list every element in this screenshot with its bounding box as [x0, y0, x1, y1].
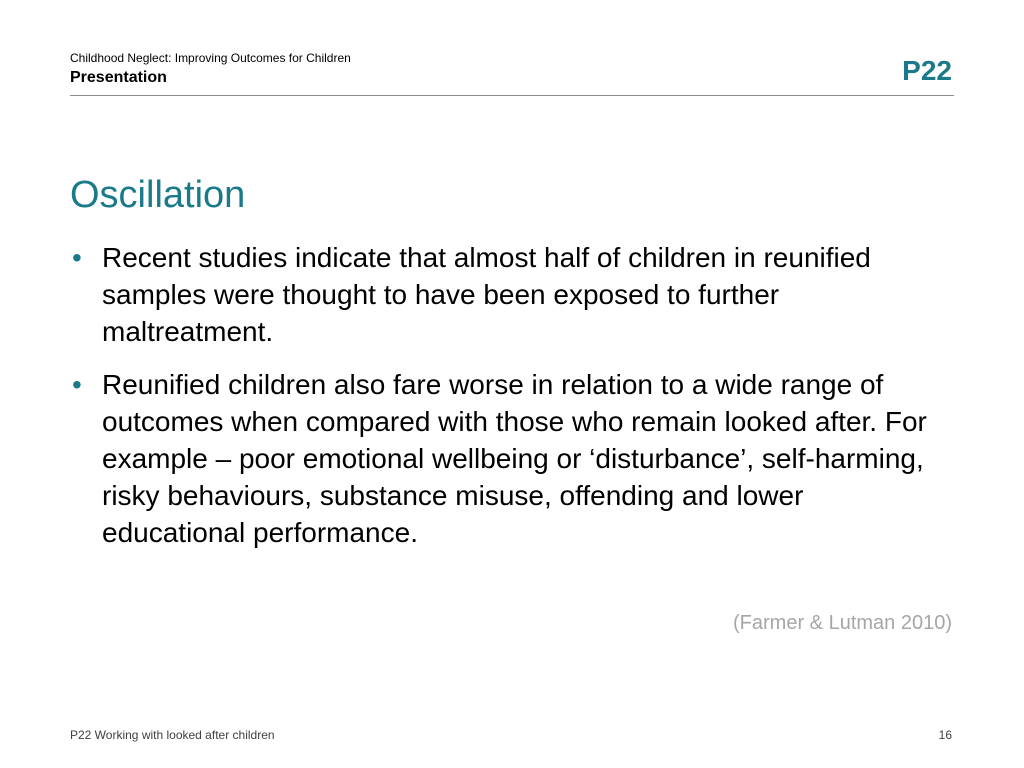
footer-text: P22 Working with looked after children [70, 728, 275, 742]
header-subtitle: Childhood Neglect: Improving Outcomes for Children [70, 51, 351, 65]
bullet-icon: • [72, 369, 82, 400]
citation: (Farmer & Lutman 2010) [733, 612, 952, 634]
bullet-text: Reunified children also fare worse in relation to a wide range of outcomes when compared with those who remain looked after. For example – poor emotional wellbeing or ‘disturbance’, self-harming, risky behaviours, substance misuse, offending and lower educational performance. [102, 369, 927, 548]
header-title: Presentation [70, 69, 167, 86]
bullet-icon: • [72, 242, 82, 273]
header-code: P22 [902, 55, 952, 86]
bullet-list [70, 239, 940, 567]
bullet-item [70, 239, 940, 350]
bullet-text: Recent studies indicate that almost half of children in reunified samples were thought to have been exposed to further maltreatment. [102, 242, 871, 347]
bullet-item [70, 366, 940, 551]
page-number: 16 [938, 728, 952, 742]
header-divider [70, 95, 954, 96]
slide-heading: Oscillation [70, 174, 246, 216]
